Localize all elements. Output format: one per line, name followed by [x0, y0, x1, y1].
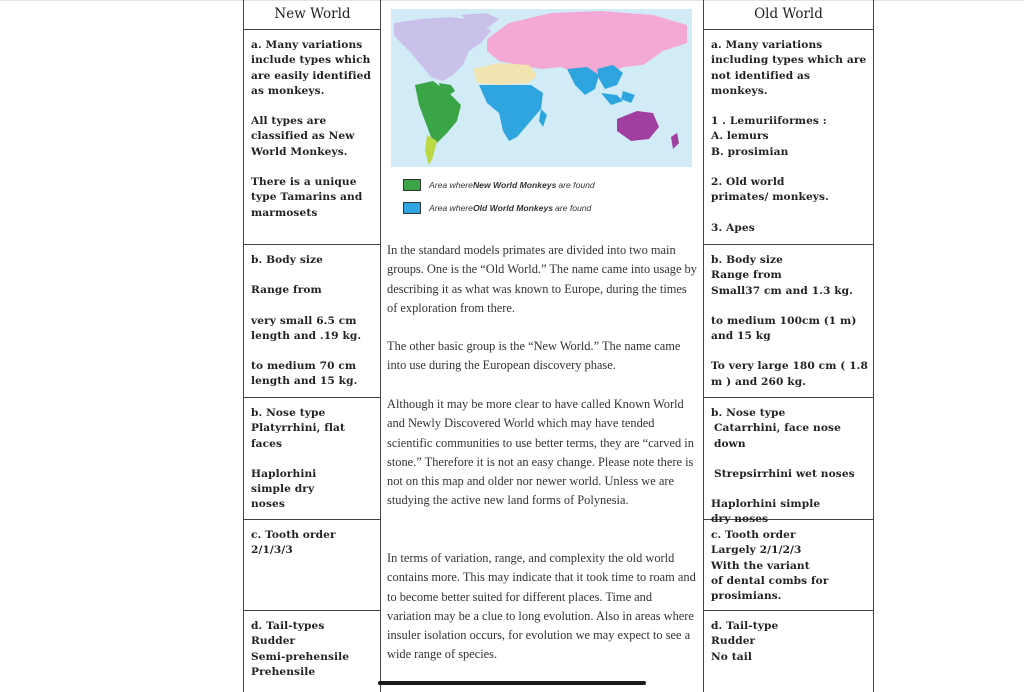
- row-rule: [243, 397, 381, 398]
- old-world-tooth-order: [711, 528, 868, 604]
- cell-text: 2/1/3/3: [251, 544, 293, 557]
- cell-text: b. Nose type: [711, 407, 786, 419]
- cell-text: a. Many variations include types which are easily identified as monkeys.: [251, 39, 371, 97]
- prose-old-world-definition: In the standard models primates are divided into two main groups. One is the “Old World.” The name came into usage by describing it as what was known to Europe, during the times of exploration from there.: [387, 243, 697, 315]
- cell-text: Small37 cm and 1.3 kg.: [711, 284, 853, 297]
- row-rule: [243, 244, 381, 245]
- row-rule: [243, 610, 381, 611]
- horizontal-scrollbar[interactable]: [378, 681, 646, 685]
- legend-emphasis: Old World Monkeys: [472, 203, 554, 213]
- cell-text: Rudder: [251, 635, 296, 648]
- old-world-body-size: [711, 253, 868, 390]
- row-rule: [703, 29, 874, 30]
- cell-text: With the variant: [711, 559, 810, 572]
- row-rule: [703, 244, 874, 245]
- old-world-tail-types: [711, 619, 868, 665]
- old-world-nose-type: [711, 406, 868, 528]
- legend-new-world: [403, 179, 595, 191]
- cell-text: Range from: [711, 269, 782, 282]
- cell-text: 3. Apes: [711, 221, 755, 234]
- legend-swatch-new-world: [403, 179, 421, 191]
- cell-text: There is a unique type Tamarins and marmosets: [251, 176, 363, 219]
- cell-text: to medium 100cm (1 m) and 15 kg: [711, 314, 857, 343]
- primate-distribution-map: [391, 9, 692, 167]
- table-divider-right: [703, 0, 704, 692]
- new-world-header: New World: [274, 6, 351, 22]
- cell-text: b. Body size: [251, 254, 323, 266]
- table-border-right: [873, 0, 874, 692]
- cell-text: Haplorhini simple dry noses: [711, 498, 821, 526]
- legend-label: are found: [558, 180, 595, 190]
- cell-text: b. Body size: [711, 254, 783, 266]
- prose-naming-note: Although it may be more clear to have called Known World and Newly Discovered World which may have tended scientific communities to use better terms, they are “carved in stone.” Therefore it is not an easy change. Please note there is not on this map and older nor newer world. Unless we are studying the active new land forms of Polynesia.: [387, 397, 694, 508]
- cell-text: To very large 180 cm ( 1.8 m ) and 260 kg.: [711, 360, 868, 388]
- new-world-nose-type: [251, 406, 377, 513]
- table-divider-left: [380, 0, 381, 692]
- cell-text: Catarrhini, face nose down: [714, 422, 841, 450]
- cell-text: Haplorhini simple dry noses: [251, 467, 317, 511]
- cell-text: Range from: [251, 284, 322, 297]
- cell-text: All types are classified as New World Monkeys.: [251, 115, 355, 158]
- cell-text: A. lemurs: [711, 130, 769, 143]
- row-rule: [703, 397, 874, 398]
- old-world-header: Old World: [754, 6, 823, 22]
- cell-text: 1 . Lemuriiformes :: [711, 115, 827, 128]
- cell-text: to medium 70 cm length and 15 kg.: [251, 360, 358, 388]
- cell-text: No tail: [711, 650, 752, 663]
- row-rule: [243, 29, 381, 30]
- legend-label: are found: [555, 203, 592, 213]
- cell-text: Largely 2/1/2/3: [711, 544, 802, 557]
- cell-text: a. Many variations including types which are not identified as monkeys.: [711, 39, 867, 97]
- new-world-body-size: [251, 253, 371, 390]
- prose-variation-note: In terms of variation, range, and complexity the old world contains more. This may indicate that it took time to roam and to become better suited for different places. Time and variation may be a clue to long evolution. Also in areas where insuler isolation occurs, for evolution we may expect to see a wide range of species.: [387, 551, 696, 662]
- cell-text: Rudder: [711, 635, 756, 648]
- legend-label: Area where: [429, 203, 473, 213]
- cell-text: very small 6.5 cm length and .19 kg.: [251, 314, 362, 342]
- cell-text: B. prosimian: [711, 145, 789, 158]
- table-border-left: [243, 0, 244, 692]
- new-world-tail-types: [251, 619, 371, 680]
- cell-text: 2. Old world primates/ monkeys.: [711, 176, 829, 204]
- row-rule: [243, 519, 381, 520]
- cell-text: c. Tooth order: [711, 529, 796, 541]
- new-world-variations: [251, 38, 377, 221]
- cell-text: Strepsirrhini wet noses: [714, 467, 855, 480]
- prose-new-world-definition: The other basic group is the “New World.” The name came into use during the European discovery phase.: [387, 339, 681, 373]
- cell-text: c. Tooth order: [251, 529, 336, 541]
- cell-text: of dental combs for prosimians.: [711, 574, 829, 603]
- row-rule: [703, 610, 874, 611]
- new-world-tooth-order: [251, 528, 371, 559]
- cell-text: Prehensile: [251, 665, 316, 678]
- old-world-variations: [711, 38, 868, 236]
- cell-text: Semi-prehensile: [251, 650, 350, 663]
- legend-emphasis: New World Monkeys: [472, 180, 557, 190]
- legend-old-world: [403, 202, 591, 214]
- legend-swatch-old-world: [403, 202, 421, 214]
- cell-text: b. Nose type Platyrrhini, flat faces: [251, 407, 345, 450]
- cell-text: d. Tail-type: [711, 620, 779, 632]
- legend-label: Area where: [429, 180, 473, 190]
- cell-text: d. Tail-types: [251, 620, 325, 632]
